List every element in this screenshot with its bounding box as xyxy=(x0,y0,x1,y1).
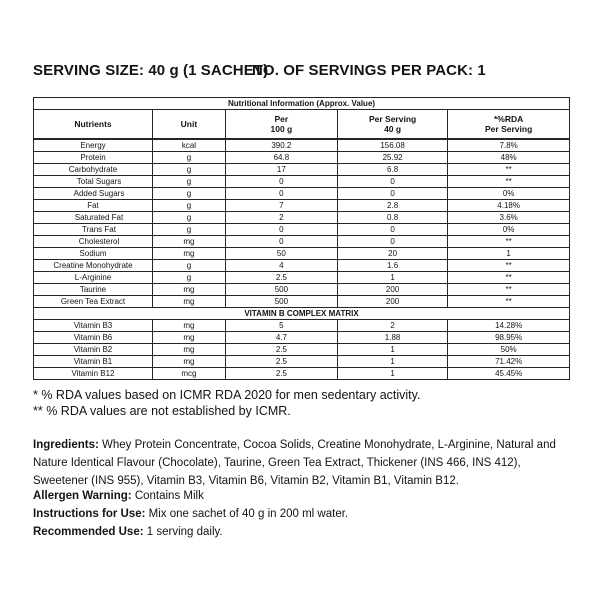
per-100g-cell: 50 xyxy=(225,248,337,260)
per-serving-cell: 1 xyxy=(337,368,447,380)
nutrient-name-cell: Vitamin B12 xyxy=(34,368,153,380)
nutrient-name-cell: Vitamin B2 xyxy=(34,344,153,356)
rda-cell: ** xyxy=(448,164,570,176)
per-serving-cell: 0 xyxy=(337,224,447,236)
recommended-use xyxy=(33,523,573,541)
rda-cell: 0% xyxy=(448,224,570,236)
nutrient-name-cell: Added Sugars xyxy=(34,188,153,200)
unit-cell: mg xyxy=(152,248,225,260)
table-row xyxy=(34,224,570,236)
unit-cell: g xyxy=(152,164,225,176)
per-100g-cell: 2.5 xyxy=(225,272,337,284)
footnote-rda-not-established: ** % RDA values are not established by ICMR. xyxy=(33,403,291,418)
unit-cell: g xyxy=(152,272,225,284)
rda-cell: 14.28% xyxy=(448,320,570,332)
per-100g-cell: 4.7 xyxy=(225,332,337,344)
unit-cell: g xyxy=(152,176,225,188)
per-100g-cell: 0 xyxy=(225,236,337,248)
column-header-nutrients: Nutrients xyxy=(34,110,153,140)
nutrient-name-cell: Total Sugars xyxy=(34,176,153,188)
rda-cell: ** xyxy=(448,296,570,308)
table-row xyxy=(34,260,570,272)
table-row xyxy=(34,284,570,296)
unit-cell: g xyxy=(152,152,225,164)
table-row xyxy=(34,152,570,164)
per-serving-cell: 1.88 xyxy=(337,332,447,344)
per-100g-cell: 17 xyxy=(225,164,337,176)
unit-cell: g xyxy=(152,224,225,236)
rda-cell: 45.45% xyxy=(448,368,570,380)
table-row xyxy=(34,356,570,368)
column-header-unit: Unit xyxy=(152,110,225,140)
nutrition-table xyxy=(33,97,570,380)
nutrient-name-cell: Taurine xyxy=(34,284,153,296)
rda-cell: 1 xyxy=(448,248,570,260)
table-title: Nutritional Information (Approx. Value) xyxy=(34,98,570,110)
table-row xyxy=(34,296,570,308)
rda-cell: 0% xyxy=(448,188,570,200)
per-serving-cell: 25.92 xyxy=(337,152,447,164)
per-serving-cell: 1 xyxy=(337,356,447,368)
per-100g-cell: 2.5 xyxy=(225,344,337,356)
per-100g-cell: 64.8 xyxy=(225,152,337,164)
per-serving-cell: 0 xyxy=(337,236,447,248)
per-serving-cell: 0 xyxy=(337,176,447,188)
per-100g-cell: 390.2 xyxy=(225,139,337,152)
unit-cell: g xyxy=(152,212,225,224)
per-100g-cell: 7 xyxy=(225,200,337,212)
rda-cell: 7.8% xyxy=(448,139,570,152)
unit-cell: g xyxy=(152,260,225,272)
nutrient-name-cell: Green Tea Extract xyxy=(34,296,153,308)
unit-cell: g xyxy=(152,188,225,200)
per-100g-cell: 0 xyxy=(225,224,337,236)
nutrient-name-cell: Energy xyxy=(34,139,153,152)
per-serving-cell: 200 xyxy=(337,296,447,308)
per-100g-cell: 500 xyxy=(225,284,337,296)
per-serving-cell: 156.08 xyxy=(337,139,447,152)
per-serving-cell: 0.8 xyxy=(337,212,447,224)
unit-cell: mg xyxy=(152,344,225,356)
rda-cell: 98.95% xyxy=(448,332,570,344)
rda-cell: 3.6% xyxy=(448,212,570,224)
nutrient-name-cell: Vitamin B1 xyxy=(34,356,153,368)
table-row xyxy=(34,248,570,260)
per-serving-cell: 20 xyxy=(337,248,447,260)
unit-cell: mg xyxy=(152,356,225,368)
nutrient-name-cell: Carbohydrate xyxy=(34,164,153,176)
per-serving-cell: 6.8 xyxy=(337,164,447,176)
unit-cell: mg xyxy=(152,320,225,332)
nutrient-name-cell: Vitamin B3 xyxy=(34,320,153,332)
table-row xyxy=(34,176,570,188)
recommended-text: 1 serving daily. xyxy=(146,526,223,538)
rda-cell: ** xyxy=(448,236,570,248)
footnotes xyxy=(33,388,420,419)
nutrient-name-cell: Vitamin B6 xyxy=(34,332,153,344)
ingredients-label: Ingredients: xyxy=(33,439,99,451)
recommended-label: Recommended Use: xyxy=(33,526,144,538)
allergen-warning xyxy=(33,487,573,505)
per-serving-cell: 0 xyxy=(337,188,447,200)
serving-size-label: SERVING SIZE: 40 g (1 SACHET) xyxy=(33,62,269,79)
table-column-header-row xyxy=(34,110,570,140)
nutrient-name-cell: Saturated Fat xyxy=(34,212,153,224)
unit-cell: mg xyxy=(152,236,225,248)
table-title-row xyxy=(34,98,570,110)
rda-cell: ** xyxy=(448,176,570,188)
unit-cell: mg xyxy=(152,332,225,344)
table-row xyxy=(34,164,570,176)
section-title: VITAMIN B COMPLEX MATRIX xyxy=(34,308,570,320)
table-row xyxy=(34,200,570,212)
rda-cell: 50% xyxy=(448,344,570,356)
table-row xyxy=(34,212,570,224)
per-100g-cell: 2.5 xyxy=(225,368,337,380)
footnote-rda-basis: * % RDA values based on ICMR RDA 2020 for men sedentary activity. xyxy=(33,388,421,402)
nutrient-name-cell: L-Arginine xyxy=(34,272,153,284)
table-row xyxy=(34,368,570,380)
per-serving-cell: 2.8 xyxy=(337,200,447,212)
unit-cell: mcg xyxy=(152,368,225,380)
instructions-label: Instructions for Use: xyxy=(33,508,146,520)
instructions-text: Mix one sachet of 40 g in 200 ml water. xyxy=(148,508,349,520)
per-100g-cell: 500 xyxy=(225,296,337,308)
rda-cell: ** xyxy=(448,260,570,272)
nutrient-name-cell: Creatine Monohydrate xyxy=(34,260,153,272)
unit-cell: mg xyxy=(152,284,225,296)
nutrient-name-cell: Sodium xyxy=(34,248,153,260)
allergen-text: Contains Milk xyxy=(134,490,204,502)
table-row xyxy=(34,344,570,356)
table-row xyxy=(34,272,570,284)
unit-cell: g xyxy=(152,200,225,212)
nutrient-name-cell: Trans Fat xyxy=(34,224,153,236)
table-row xyxy=(34,320,570,332)
table-row xyxy=(34,332,570,344)
nutrient-name-cell: Protein xyxy=(34,152,153,164)
servings-per-pack-label: NO. OF SERVINGS PER PACK: 1 xyxy=(252,62,486,79)
per-100g-cell: 0 xyxy=(225,176,337,188)
column-header-rda: *%RDA Per Serving xyxy=(448,110,570,140)
table-row xyxy=(34,139,570,152)
per-100g-cell: 2 xyxy=(225,212,337,224)
unit-cell: kcal xyxy=(152,139,225,152)
per-serving-cell: 200 xyxy=(337,284,447,296)
rda-cell: ** xyxy=(448,284,570,296)
ingredients-paragraph xyxy=(33,436,573,490)
per-100g-cell: 2.5 xyxy=(225,356,337,368)
per-serving-cell: 1 xyxy=(337,272,447,284)
column-header-per-serving: Per Serving 40 g xyxy=(337,110,447,140)
allergen-label: Allergen Warning: xyxy=(33,490,132,502)
ingredients-text: Whey Protein Concentrate, Cocoa Solids, Creatine Monohydrate, L-Arginine, Natural and Nature Identical Flavour (Chocolate), Taurine, Green Tea Extract, Thickener (INS 466, INS 412), Sweetener (INS 955), Vitamin B3, Vitamin B6, Vitamin B2, Vitamin B1, Vitamin B12. xyxy=(33,439,556,487)
rda-cell: 4.18% xyxy=(448,200,570,212)
per-100g-cell: 4 xyxy=(225,260,337,272)
rda-cell: 48% xyxy=(448,152,570,164)
per-serving-cell: 2 xyxy=(337,320,447,332)
per-100g-cell: 5 xyxy=(225,320,337,332)
per-100g-cell: 0 xyxy=(225,188,337,200)
nutrient-name-cell: Fat xyxy=(34,200,153,212)
column-header-per-100g: Per 100 g xyxy=(225,110,337,140)
nutrient-name-cell: Cholesterol xyxy=(34,236,153,248)
table-row xyxy=(34,236,570,248)
rda-cell: ** xyxy=(448,272,570,284)
rda-cell: 71.42% xyxy=(448,356,570,368)
section-row xyxy=(34,308,570,320)
unit-cell: mg xyxy=(152,296,225,308)
instructions-for-use xyxy=(33,505,573,523)
table-row xyxy=(34,188,570,200)
per-serving-cell: 1.6 xyxy=(337,260,447,272)
per-serving-cell: 1 xyxy=(337,344,447,356)
